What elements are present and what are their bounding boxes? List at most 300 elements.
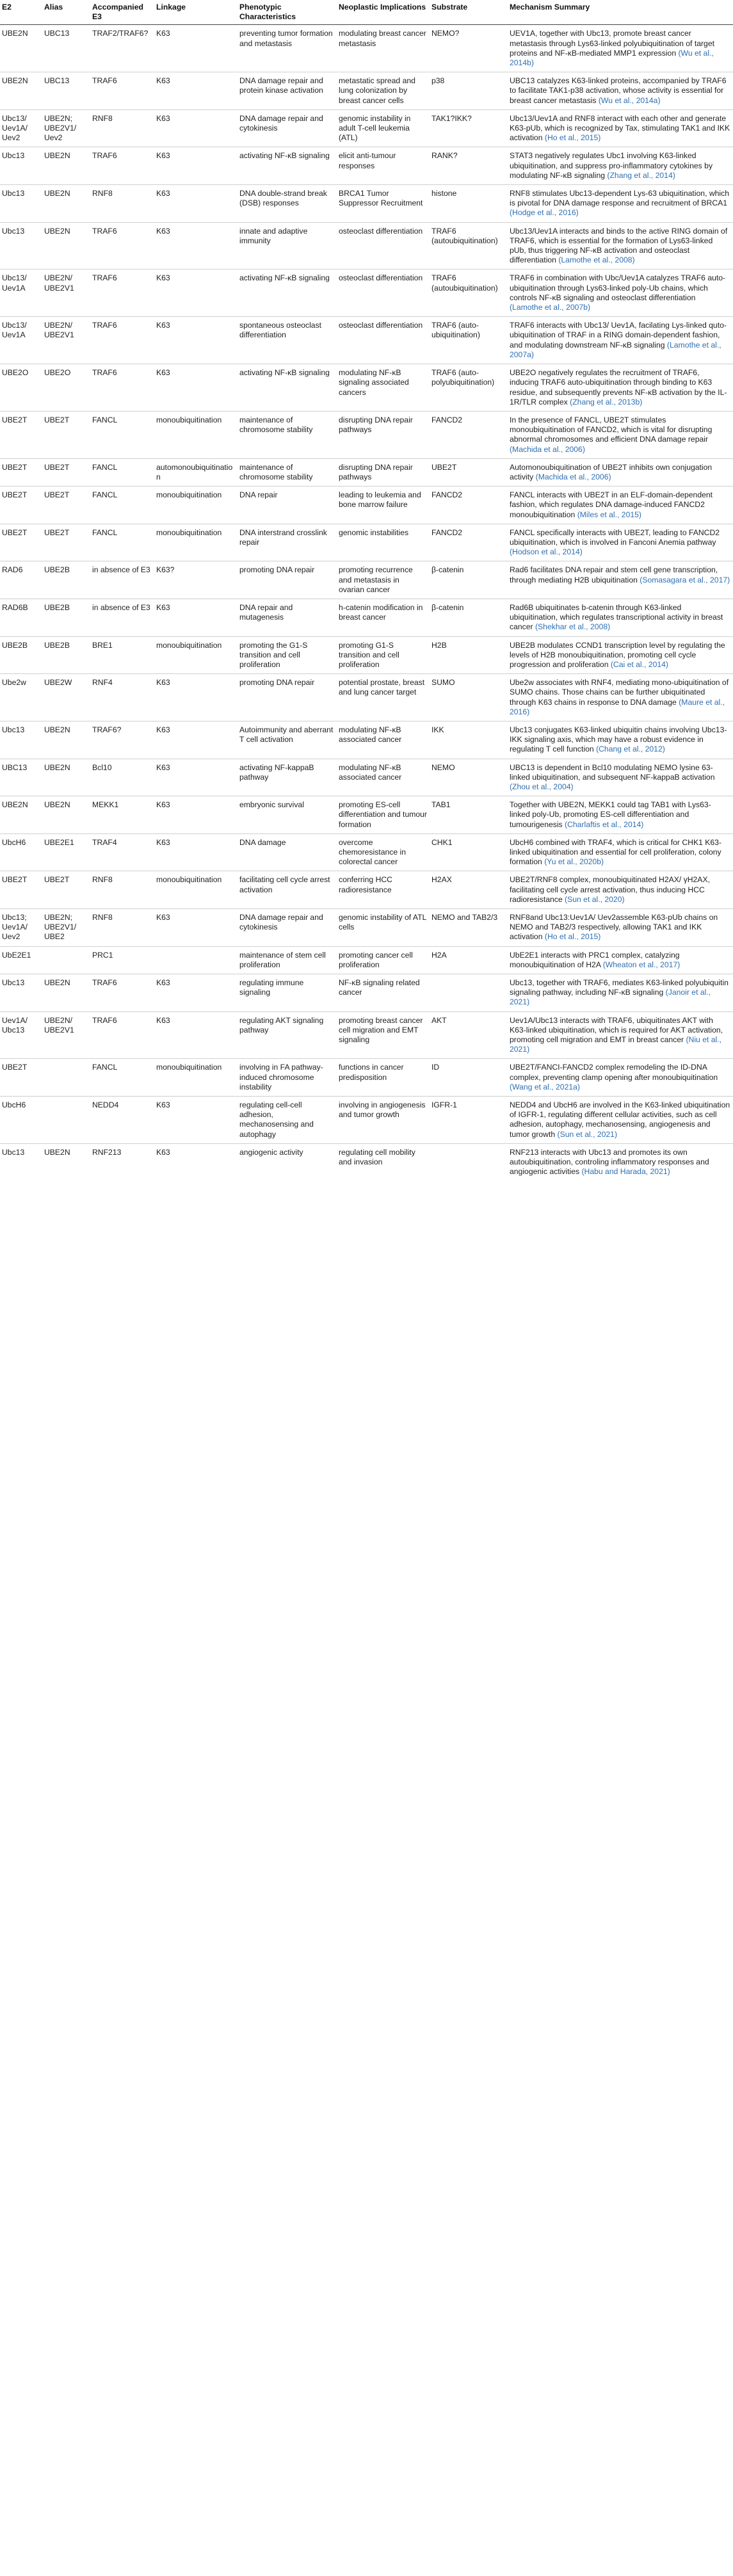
cell-e2: Ubc13 — [2, 1147, 25, 1157]
cell-neoplastic-implications: modulating NF-κB associated cancer — [337, 721, 430, 759]
cell-substrate: TRAF6 (auto-ubiquitination) — [430, 317, 508, 364]
cell-accompanied-e3: in absence of E3 — [90, 599, 154, 636]
citation-link[interactable]: (Ho et al., 2015) — [544, 932, 601, 942]
mechanism-text: Rad6B ubiquitinates b-catenin through K63-linked ubiquitination, which regulates transcriptional activity in breast cancer — [510, 602, 723, 632]
cell-phenotypic-characteristics: angiogenic activity — [239, 1147, 303, 1157]
citation-link[interactable]: (Cai et al., 2014) — [610, 659, 668, 669]
cell-phenotypic-characteristics: maintenance of stem cell proliferation — [238, 946, 337, 974]
citation-link[interactable]: (Machida et al., 2006) — [535, 472, 611, 481]
cell-neoplastic-implications: disrupting DNA repair pathways — [337, 458, 430, 486]
cell-substrate: NEMO — [430, 759, 508, 796]
table-row — [0, 109, 733, 147]
cell-alias: UBE2N/ UBE2V1 — [42, 317, 90, 364]
cell-e2: UBE2B — [0, 636, 42, 674]
cell-mechanism-summary — [508, 561, 733, 599]
cell-alias: UBE2E1 — [42, 833, 90, 871]
cell-neoplastic-implications: elicit anti-tumour responses — [337, 147, 430, 185]
cell-phenotypic-characteristics: regulating cell-cell adhesion, mechanosensing and autophagy — [238, 1097, 337, 1144]
cell-phenotypic-characteristics: promoting DNA repair — [238, 561, 337, 599]
cell-accompanied-e3: TRAF6 — [90, 147, 154, 185]
header-e2: E2 — [0, 0, 42, 25]
cell-accompanied-e3: RNF8 — [90, 909, 154, 947]
cell-accompanied-e3: RNF4 — [90, 674, 154, 721]
cell-linkage: monoubiquitination — [154, 411, 238, 458]
mechanism-text: FANCL interacts with UBE2T in an ELF-domain-dependent fashion, which regulates DNA damage-induced FANCD2 monoubiquitination — [510, 490, 713, 519]
mechanism-text: UbcH6 combined with TRAF4, which is critical for CHK1 K63-linked ubiquitination and essential for cell proliferation, colony formation — [510, 837, 721, 867]
table-body — [0, 25, 733, 1181]
cell-neoplastic-implications: promoting G1-S transition and cell proliferation — [337, 636, 430, 674]
header-row — [0, 0, 733, 25]
table-row — [0, 1059, 733, 1097]
cell-substrate: β-catenin — [430, 561, 508, 599]
cell-phenotypic-characteristics: regulating AKT signaling pathway — [238, 1011, 337, 1059]
cell-alias: UBC13 — [42, 25, 90, 72]
cell-linkage — [154, 946, 238, 974]
cell-mechanism-summary — [508, 759, 733, 796]
citation-link[interactable]: (Zhou et al., 2004) — [510, 782, 574, 791]
citation-link[interactable]: (Wang et al., 2021a) — [510, 1082, 580, 1091]
cell-phenotypic-characteristics: activating NF-κB signaling — [238, 270, 337, 317]
cell-alias: UBE2B — [42, 599, 90, 636]
cell-e2: UBE2T — [0, 487, 42, 524]
cell-alias: UBE2T — [42, 487, 90, 524]
mechanism-text: Uev1A/Ubc13 interacts with TRAF6, ubiquitinates AKT with K63-linked ubiquitination, which is required for AKT activation, promoting cell migration and EMT in breast cancer — [510, 1015, 723, 1045]
citation-link[interactable]: (Charlaftis et al., 2014) — [565, 819, 644, 829]
cell-alias: UBE2N — [42, 721, 90, 759]
cell-neoplastic-implications: promoting cancer cell proliferation — [337, 946, 430, 974]
cell-alias: UBC13 — [42, 72, 90, 110]
citation-link[interactable]: (Lamothe et al., 2008) — [558, 255, 635, 265]
mechanism-text: UBE2T/FANCI-FANCD2 complex remodeling the ID-DNA complex, preventing clamp opening after monoubiquitination — [510, 1063, 718, 1082]
cell-alias: UBE2O — [42, 364, 90, 412]
cell-phenotypic-characteristics: spontaneous osteoclast differentiation — [238, 317, 337, 364]
cell-substrate: RANK? — [430, 147, 508, 185]
cell-mechanism-summary — [508, 974, 733, 1012]
mechanism-text: Automonoubiquitination of UBE2T inhibits own conjugation activity — [510, 462, 713, 481]
cell-mechanism-summary — [508, 1143, 733, 1180]
cell-accompanied-e3: TRAF6? — [90, 721, 154, 759]
cell-linkage: K63 — [154, 759, 238, 796]
cell-phenotypic-characteristics: activating NF-κB signaling — [238, 364, 337, 412]
cell-neoplastic-implications: osteoclast differentiation — [337, 317, 430, 364]
citation-link[interactable]: (Miles et al., 2015) — [577, 510, 641, 519]
header-mechanism-summary: Mechanism Summary — [508, 0, 733, 25]
citation-link[interactable]: (Zhang et al., 2014) — [607, 170, 675, 180]
table-row — [0, 147, 733, 185]
cell-neoplastic-implications: metastatic spread and lung colonization by breast cancer cells — [337, 72, 430, 110]
mechanism-text: NEDD4 and UbcH6 are involved in the K63-linked ubiquitination of IGFR-1, regulating different cellular activities, such as cell adhesion, autophagy, mechanosensing, angiogenesis and tumor growth — [510, 1100, 730, 1139]
cell-e2: Ubc13/ Uev1A — [0, 270, 42, 317]
cell-substrate: AKT — [430, 1011, 508, 1059]
cell-accompanied-e3: MEKK1 — [90, 796, 154, 834]
cell-accompanied-e3: Bcl10 — [90, 759, 154, 796]
citation-link[interactable]: (Chang et al., 2012) — [596, 745, 665, 754]
cell-e2: UBE2T — [0, 458, 42, 486]
cell-e2: RAD6B — [0, 599, 42, 636]
header-substrate: Substrate — [430, 0, 508, 25]
table-row — [0, 636, 733, 674]
mechanism-text: In the presence of FANCL, UBE2T stimulates monoubiquitination of FANCD2, which is vital for disrupting abnormal chromosomes and efficient DNA damage repair — [510, 415, 713, 444]
citation-link[interactable]: (Wu et al., 2014a) — [598, 95, 661, 105]
table-row — [0, 721, 733, 759]
table-row — [0, 674, 733, 721]
cell-alias — [42, 1097, 90, 1144]
table-row — [0, 871, 733, 909]
cell-accompanied-e3: TRAF6 — [90, 1011, 154, 1059]
table-row — [0, 487, 733, 524]
cell-substrate: NEMO? — [430, 25, 508, 72]
cell-neoplastic-implications: promoting recurrence and metastasis in ovarian cancer — [337, 561, 430, 599]
citation-link[interactable]: (Hodson et al., 2014) — [510, 547, 583, 557]
cell-accompanied-e3: TRAF4 — [90, 833, 154, 871]
cell-mechanism-summary — [508, 1097, 733, 1144]
cell-phenotypic-characteristics: DNA damage repair and cytokinesis — [238, 109, 337, 147]
cell-alias: UBE2N — [44, 1147, 70, 1157]
cell-alias: UBE2N — [42, 185, 90, 223]
cell-neoplastic-implications: disrupting DNA repair pathways — [337, 411, 430, 458]
cell-linkage: K63 — [154, 25, 238, 72]
mechanism-text: UBE2T/RNF8 complex, monoubiquitinated H2AX/ γH2AX, facilitating cell cycle arrest activation, thus inducing HCC radioresistance — [510, 875, 710, 904]
cell-phenotypic-characteristics: Autoimmunity and aberrant T cell activation — [238, 721, 337, 759]
cell-mechanism-summary — [508, 946, 733, 974]
cell-accompanied-e3: PRC1 — [90, 946, 154, 974]
cell-linkage: K63 — [154, 72, 238, 110]
cell-phenotypic-characteristics: preventing tumor formation and metastasis — [238, 25, 337, 72]
cell-neoplastic-implications: regulating cell mobility and invasion — [339, 1147, 415, 1167]
mechanism-text: TRAF6 interacts with Ubc13/ Uev1A, facilating Lys-linked quto-ubiquitination of TRAF in a RING domain-dependent fashion, and modulating downstream NF-κB signaling — [510, 321, 727, 350]
cell-linkage: K63 — [154, 909, 238, 947]
cell-e2: UbE2E1 — [0, 946, 42, 974]
cell-linkage: monoubiquitination — [154, 487, 238, 524]
cell-neoplastic-implications: functions in cancer predisposition — [337, 1059, 430, 1097]
cell-linkage: monoubiquitination — [154, 1059, 238, 1097]
citation-link[interactable]: (Lamothe et al., 2007a) — [510, 340, 721, 359]
mechanism-text: Together with UBE2N, MEKK1 could tag TAB1 with Lys63-linked poly-Ub, promoting ES-cell differentiation and tumourigenesis — [510, 800, 711, 829]
cell-phenotypic-characteristics: DNA double-strand break (DSB) responses — [238, 185, 337, 223]
citation-link[interactable]: (Machida et al., 2006) — [510, 444, 585, 454]
cell-linkage: K63 — [154, 270, 238, 317]
cell-neoplastic-implications: potential prostate, breast and lung cancer target — [337, 674, 430, 721]
header-neoplastic-implications: Neoplastic Implications — [337, 0, 430, 25]
cell-alias: UBE2N — [42, 796, 90, 834]
cell-mechanism-summary — [508, 909, 733, 947]
cell-substrate: UBE2T — [430, 458, 508, 486]
mechanism-text: UEV1A, together with Ubc13, promote breast cancer metastasis through Lys63-linked polyubiquitination of target proteins and NF-κB-mediated MMP1 expression — [510, 29, 714, 58]
cell-neoplastic-implications: promoting breast cancer cell migration and EMT signaling — [337, 1011, 430, 1059]
mechanism-text: Ube2w associates with RNF4, mediating mono-ubiquitination of SUMO chains. Those chains can be further ubiquitinated through K63 chains in response to DNA damage — [510, 678, 729, 707]
cell-mechanism-summary — [508, 147, 733, 185]
cell-phenotypic-characteristics: DNA repair and mutagenesis — [238, 599, 337, 636]
mechanism-text: TRAF6 in combination with Ubc/Uev1A catalyzes TRAF6 auto-ubiquitination through Lys63-linked poly-Ub chains, which controls NF-κB signaling and osteoclast differentiation — [510, 273, 726, 302]
cell-phenotypic-characteristics: promoting the G1-S transition and cell proliferation — [238, 636, 337, 674]
citation-link[interactable]: (Ho et al., 2015) — [544, 133, 601, 143]
cell-phenotypic-characteristics: DNA interstrand crosslink repair — [238, 524, 337, 561]
cell-alias — [42, 946, 90, 974]
cell-substrate: CHK1 — [430, 833, 508, 871]
cell-accompanied-e3: in absence of E3 — [90, 561, 154, 599]
cell-alias: UBE2T — [42, 871, 90, 909]
cell-e2: UBE2T — [0, 411, 42, 458]
cell-mechanism-summary — [508, 411, 733, 458]
cell-neoplastic-implications: promoting ES-cell differentiation and tumour formation — [337, 796, 430, 834]
cell-e2: UBE2N — [0, 25, 42, 72]
cell-linkage: K63 — [156, 1147, 170, 1157]
cell-e2: UBE2O — [0, 364, 42, 412]
cell-accompanied-e3: BRE1 — [90, 636, 154, 674]
cell-neoplastic-implications: conferring HCC radioresistance — [337, 871, 430, 909]
table-row — [0, 561, 733, 599]
cell-alias: UBE2N; UBE2V1/ Uev2 — [42, 109, 90, 147]
cell-alias: UBE2T — [42, 411, 90, 458]
cell-e2: UBE2N — [0, 796, 42, 834]
cell-substrate: SUMO — [430, 674, 508, 721]
cell-substrate: IGFR-1 — [430, 1097, 508, 1144]
cell-substrate: FANCD2 — [430, 524, 508, 561]
cell-neoplastic-implications: modulating NF-κB associated cancer — [337, 759, 430, 796]
table-row — [0, 599, 733, 636]
table-row — [0, 270, 733, 317]
cell-e2: Ubc13 — [0, 974, 42, 1012]
cell-e2: UBC13 — [0, 759, 42, 796]
citation-link[interactable]: (Zhang et al., 2013b) — [570, 397, 643, 407]
cell-accompanied-e3: FANCL — [90, 411, 154, 458]
cell-phenotypic-characteristics: maintenance of chromosome stability — [238, 458, 337, 486]
table-header — [0, 0, 733, 25]
cell-alias — [42, 1059, 90, 1097]
table-row — [0, 364, 733, 412]
cell-substrate: TAK1?IKK? — [430, 109, 508, 147]
cell-e2: Ube2w — [0, 674, 42, 721]
cell-substrate: FANCD2 — [430, 411, 508, 458]
cell-alias: UBE2W — [42, 674, 90, 721]
cell-e2: Uev1A/ Ubc13 — [0, 1011, 42, 1059]
citation-link[interactable]: (Lamothe et al., 2007b) — [510, 303, 591, 312]
cell-neoplastic-implications: h-catenin modification in breast cancer — [337, 599, 430, 636]
cell-mechanism-summary — [508, 721, 733, 759]
cell-alias: UBE2N — [42, 974, 90, 1012]
citation-link[interactable]: (Shekhar et al., 2008) — [535, 622, 611, 632]
table-row — [0, 1143, 733, 1180]
cell-accompanied-e3: TRAF2/TRAF6? — [90, 25, 154, 72]
mechanism-text: UBE2O negatively regulates the recruitment of TRAF6, inducing TRAF6 auto-ubiquitination through binding to K63 residue, and subsequently prevents NF-κB activation by the IL-1R/TLR complex — [510, 368, 727, 407]
cell-alias: UBE2N/ UBE2V1 — [42, 270, 90, 317]
cell-e2: Ubc13/ Uev1A/ Uev2 — [0, 109, 42, 147]
cell-neoplastic-implications: genomic instability of ATL cells — [337, 909, 430, 947]
table-row — [0, 1011, 733, 1059]
table-row — [0, 411, 733, 458]
cell-accompanied-e3: RNF8 — [90, 109, 154, 147]
cell-substrate — [430, 974, 508, 1012]
cell-accompanied-e3: TRAF6 — [90, 317, 154, 364]
citation-link[interactable]: (Wheaton et al., 2017) — [602, 960, 681, 969]
citation-link[interactable]: (Niu et al., 2021) — [510, 1035, 722, 1054]
cell-mechanism-summary — [508, 317, 733, 364]
cell-linkage: K63 — [154, 364, 238, 412]
cell-e2: UBE2T — [0, 1059, 42, 1097]
table-row — [0, 833, 733, 871]
header-alias: Alias — [42, 0, 90, 25]
cell-substrate: H2A — [430, 946, 508, 974]
mechanism-text: Ubc13/Uev1A and RNF8 interact with each other and generate K63-pUb, which is recognized by Tax, stimulating TAK1 and IKK activation — [510, 113, 730, 143]
table-row — [0, 759, 733, 796]
mechanism-text: Rad6 facilitates DNA repair and stem cell gene transcription, through mediating H2B ubiquitination — [510, 565, 718, 584]
cell-neoplastic-implications: genomic instability in adult T-cell leukemia (ATL) — [337, 109, 430, 147]
cell-substrate: H2AX — [430, 871, 508, 909]
mechanism-text: STAT3 negatively regulates Ubc1 involving K63-linked ubiquitination, and suppress pro-inflammatory cytokines by modulating NF-κB signaling — [510, 151, 713, 180]
cell-phenotypic-characteristics: involving in FA pathway-induced chromosome instability — [238, 1059, 337, 1097]
cell-linkage: K63 — [154, 109, 238, 147]
cell-alias: UBE2N/ UBE2V1 — [42, 1011, 90, 1059]
cell-substrate: TAB1 — [430, 796, 508, 834]
citation-link[interactable]: (Maure et al., 2016) — [510, 697, 725, 716]
cell-e2: Ubc13 — [0, 147, 42, 185]
cell-accompanied-e3: NEDD4 — [90, 1097, 154, 1144]
cell-linkage: K63 — [154, 833, 238, 871]
mechanism-text: UBC13 is dependent in Bcl10 modulating NEMO lysine 63-linked ubiquitination, and subsequent NF-kappaB activation — [510, 762, 715, 782]
cell-linkage: K63 — [154, 1011, 238, 1059]
cell-substrate: FANCD2 — [430, 487, 508, 524]
header-phenotypic-characteristics: Phenotypic Characteristics — [238, 0, 337, 25]
table-row — [0, 909, 733, 947]
cell-e2: Ubc13 — [0, 721, 42, 759]
cell-substrate: histone — [430, 185, 508, 223]
mechanism-text: UBC13 catalyzes K63-linked proteins, accompanied by TRAF6 to facilitate TAK1-p38 activation, whose activity is essential for breast cancer metastasis — [510, 76, 727, 105]
cell-mechanism-summary — [508, 833, 733, 871]
cell-accompanied-e3: FANCL — [90, 458, 154, 486]
cell-linkage: K63 — [154, 974, 238, 1012]
cell-phenotypic-characteristics: promoting DNA repair — [238, 674, 337, 721]
cell-mechanism-summary — [508, 871, 733, 909]
cell-phenotypic-characteristics: DNA damage — [238, 833, 337, 871]
cell-mechanism-summary — [508, 185, 733, 223]
cell-alias: UBE2B — [42, 561, 90, 599]
cell-e2: UBE2N — [0, 72, 42, 110]
cell-phenotypic-characteristics: maintenance of chromosome stability — [238, 411, 337, 458]
cell-phenotypic-characteristics: DNA damage repair and cytokinesis — [238, 909, 337, 947]
cell-phenotypic-characteristics: activating NF-κB signaling — [238, 147, 337, 185]
cell-neoplastic-implications: involving in angiogenesis and tumor growth — [337, 1097, 430, 1144]
cell-mechanism-summary — [508, 524, 733, 561]
cell-substrate: TRAF6 (autoubiquitination) — [430, 270, 508, 317]
cell-mechanism-summary — [508, 1059, 733, 1097]
cell-mechanism-summary — [508, 458, 733, 486]
cell-linkage: K63 — [154, 1097, 238, 1144]
cell-linkage: K63 — [154, 222, 238, 270]
cell-mechanism-summary — [508, 674, 733, 721]
cell-accompanied-e3: FANCL — [90, 1059, 154, 1097]
cell-alias: UBE2N — [42, 759, 90, 796]
mechanism-text: RNF8 stimulates Ubc13-dependent Lys-63 ubiquitination, which is pivotal for DNA damage response and recruitment of BRCA1 — [510, 189, 730, 208]
citation-link[interactable]: (Yu et al., 2020b) — [544, 857, 604, 867]
mechanism-text: Ubc13/Uev1A interacts and binds to the active RING domain of TRAF6, which is essential for the formation of Lys63-linked pUb, thus triggering NF-κB activation and osteoclast differentiation — [510, 226, 728, 265]
e2-enzyme-table — [0, 0, 733, 1181]
citation-link[interactable]: (Janoir et al., 2021) — [510, 988, 711, 1007]
cell-linkage: monoubiquitination — [154, 524, 238, 561]
citation-link[interactable]: (Sun et al., 2021) — [557, 1129, 618, 1139]
cell-substrate: TRAF6 (autoubiquitination) — [430, 222, 508, 270]
mechanism-text: RNF8and Ubc13:Uev1A/ Uev2assemble K63-pUb chains on NEMO and TAB2/3 respectively, allowing TAK1 and IKK activation — [510, 913, 718, 942]
cell-mechanism-summary — [508, 25, 733, 72]
cell-neoplastic-implications: leading to leukemia and bone marrow failure — [337, 487, 430, 524]
mechanism-text: FANCL specifically interacts with UBE2T, leading to FANCD2 ubiquitination, which is involved in Fanconi Anemia pathway — [510, 527, 720, 547]
table-row — [0, 974, 733, 1012]
cell-accompanied-e3: RNF8 — [90, 185, 154, 223]
cell-phenotypic-characteristics: regulating immune signaling — [238, 974, 337, 1012]
cell-substrate: ID — [430, 1059, 508, 1097]
citation-link[interactable]: (Somasagara et al., 2017) — [640, 575, 730, 584]
cell-neoplastic-implications: osteoclast differentiation — [337, 270, 430, 317]
cell-accompanied-e3: TRAF6 — [90, 364, 154, 412]
cell-e2: UbcH6 — [0, 833, 42, 871]
cell-mechanism-summary — [508, 72, 733, 110]
cell-linkage: automonoubiquitination — [154, 458, 238, 486]
cell-e2: Ubc13 — [0, 222, 42, 270]
cell-accompanied-e3: FANCL — [90, 524, 154, 561]
cell-e2: UBE2T — [0, 524, 42, 561]
cell-mechanism-summary — [508, 222, 733, 270]
cell-mechanism-summary — [508, 270, 733, 317]
cell-phenotypic-characteristics: DNA repair — [238, 487, 337, 524]
citation-link[interactable]: (Hodge et al., 2016) — [510, 208, 579, 218]
cell-mechanism-summary — [508, 364, 733, 412]
cell-e2: Ubc13; Uev1A/ Uev2 — [0, 909, 42, 947]
cell-accompanied-e3: RNF8 — [90, 871, 154, 909]
cell-phenotypic-characteristics: innate and adaptive immunity — [238, 222, 337, 270]
cell-mechanism-summary — [508, 1011, 733, 1059]
cell-phenotypic-characteristics: embryonic survival — [238, 796, 337, 834]
cell-accompanied-e3: TRAF6 — [90, 72, 154, 110]
cell-linkage: K63 — [154, 185, 238, 223]
table-row — [0, 1097, 733, 1144]
table-row — [0, 524, 733, 561]
cell-phenotypic-characteristics: activating NF-kappaB pathway — [238, 759, 337, 796]
table-row — [0, 72, 733, 110]
table-row — [0, 222, 733, 270]
citation-link[interactable]: (Sun et al., 2020) — [565, 894, 625, 904]
citation-link[interactable]: (Wu et al., 2014b) — [510, 48, 714, 68]
cell-e2: UBE2T — [0, 871, 42, 909]
cell-neoplastic-implications: osteoclast differentiation — [337, 222, 430, 270]
mechanism-text: Ubc13, together with TRAF6, mediates K63-linked polyubiquitin signaling pathway, including NF-κB signaling — [510, 978, 729, 997]
cell-linkage: K63 — [154, 796, 238, 834]
cell-alias: UBE2N — [42, 147, 90, 185]
cell-substrate — [430, 1143, 508, 1180]
cell-linkage: monoubiquitination — [154, 636, 238, 674]
cell-mechanism-summary — [508, 599, 733, 636]
cell-linkage: K63 — [154, 599, 238, 636]
cell-mechanism-summary — [508, 109, 733, 147]
cell-linkage: K63 — [154, 674, 238, 721]
cell-accompanied-e3: TRAF6 — [90, 974, 154, 1012]
cell-linkage: monoubiquitination — [154, 871, 238, 909]
mechanism-text: UBE2B modulates CCND1 transcription level by regulating the levels of H2B monoubiquitination, promoting cell cycle progression and proliferation — [510, 640, 725, 669]
cell-e2: UbcH6 — [0, 1097, 42, 1144]
cell-substrate: p38 — [430, 72, 508, 110]
header-linkage: Linkage — [154, 0, 238, 25]
table-row — [0, 796, 733, 834]
cell-mechanism-summary — [508, 796, 733, 834]
mechanism-text: UbE2E1 interacts with PRC1 complex, catalyzing monoubiquitination of H2A — [510, 950, 680, 969]
header-accompanied-e3: Accompanied E3 — [90, 0, 154, 25]
table-row — [0, 25, 733, 72]
table-row — [0, 317, 733, 364]
cell-accompanied-e3: TRAF6 — [90, 270, 154, 317]
cell-e2: RAD6 — [0, 561, 42, 599]
citation-link[interactable]: (Habu and Harada, 2021) — [581, 1167, 670, 1177]
cell-neoplastic-implications: modulating breast cancer metastasis — [337, 25, 430, 72]
e2-table-container — [0, 0, 733, 1181]
cell-accompanied-e3: TRAF6 — [90, 222, 154, 270]
